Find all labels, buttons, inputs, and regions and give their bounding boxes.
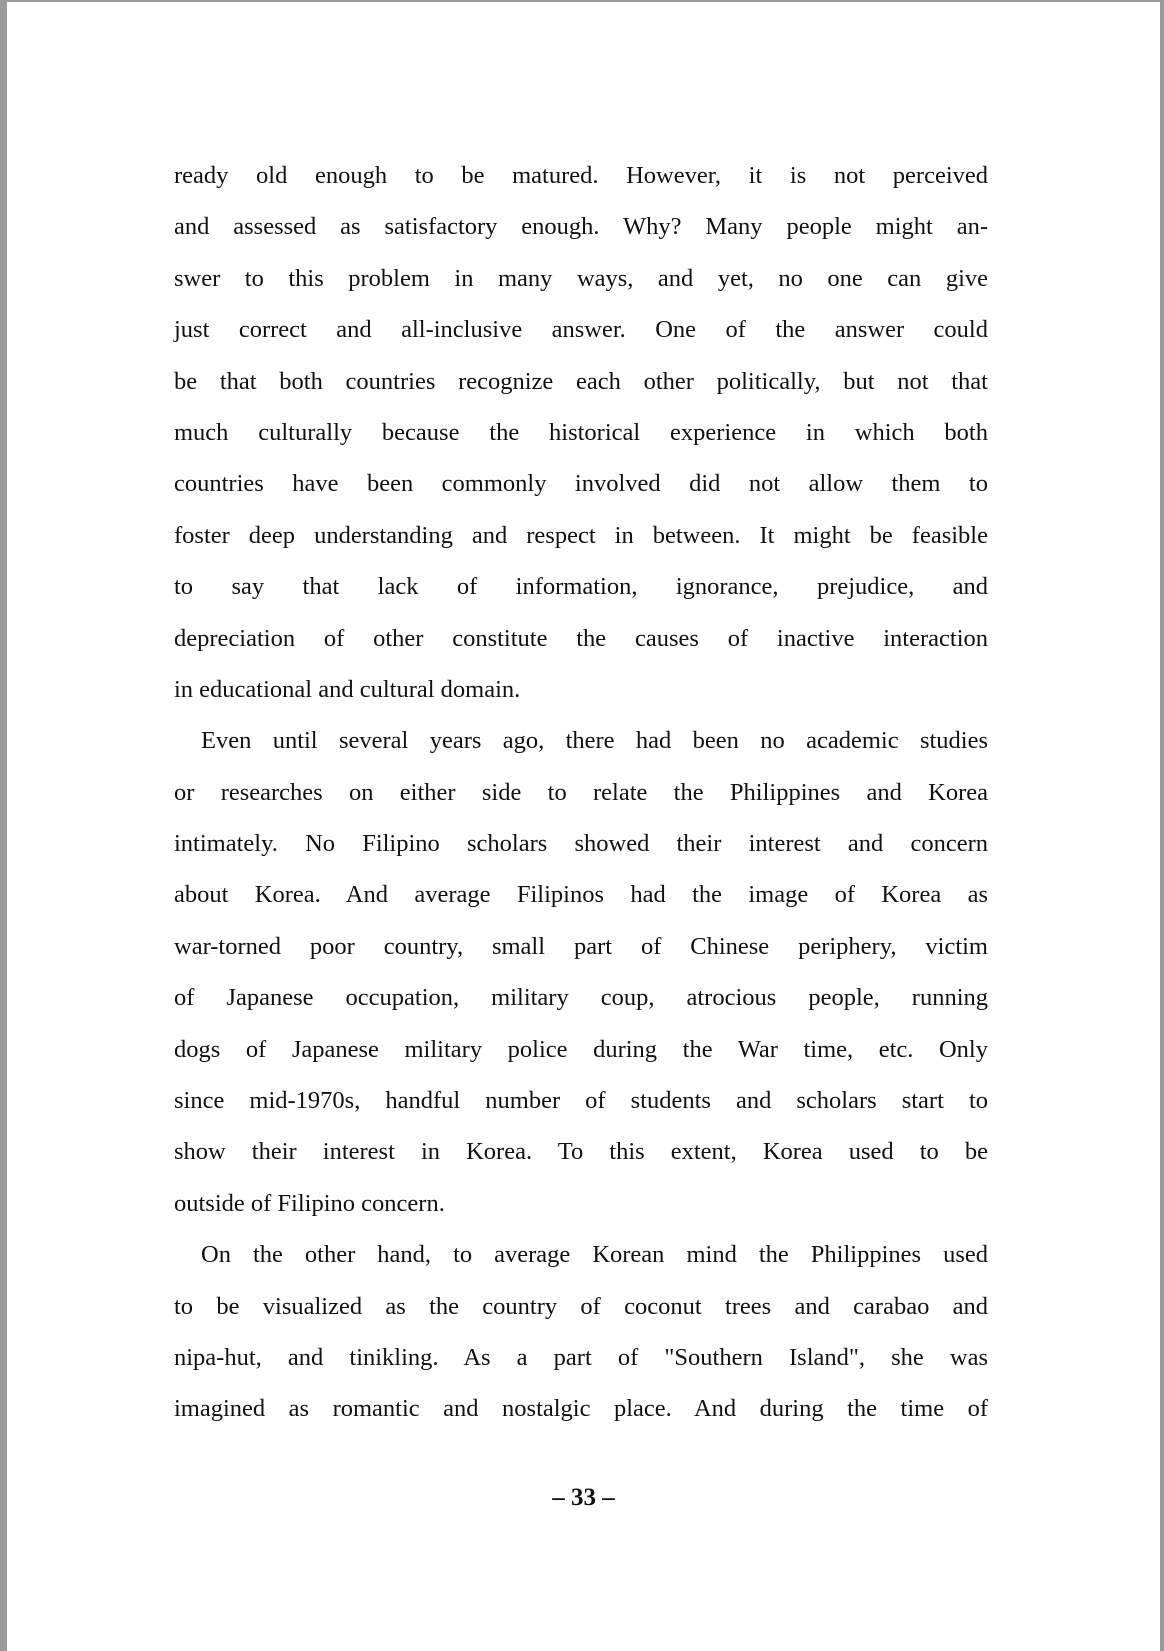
page-number: – 33 – [552, 1484, 615, 1511]
text-line: be that both countries recognize each other politically, but not that [174, 367, 988, 395]
text-line: war-torned poor country, small part of Chinese periphery, victim [174, 932, 988, 960]
text-line: swer to this problem in many ways, and yet, no one can give [174, 264, 988, 292]
text-line: Even until several years ago, there had been no academic studies [201, 727, 988, 755]
body-text [174, 150, 988, 1435]
text-line: foster deep understanding and respect in between. It might be feasible [174, 521, 988, 549]
text-line: ready old enough to be matured. However, it is not perceived [174, 162, 988, 189]
text-line: of Japanese occupation, military coup, atrocious people, running [174, 984, 988, 1012]
text-line: countries have been commonly involved did not allow them to [174, 470, 988, 498]
text-line: since mid-1970s, handful number of students and scholars start to [174, 1087, 988, 1115]
text-line: and assessed as satisfactory enough. Why? Many people might an- [174, 213, 988, 241]
text-line: imagined as romantic and nostalgic place. And during the time of [174, 1395, 988, 1423]
text-line: to be visualized as the country of coconut trees and carabao and [174, 1292, 988, 1320]
text-line: much culturally because the historical experience in which both [174, 418, 988, 446]
text-line: just correct and all-inclusive answer. One of the answer could [174, 316, 988, 344]
text-line: to say that lack of information, ignorance, prejudice, and [174, 573, 988, 601]
text-line: in educational and cultural domain. [174, 675, 521, 703]
text-line: about Korea. And average Filipinos had the image of Korea as [174, 881, 988, 909]
text-line: On the other hand, to average Korean mind the Philippines used [201, 1241, 988, 1269]
text-line: nipa-hut, and tinikling. As a part of "Southern Island", she was [174, 1343, 988, 1371]
text-line: dogs of Japanese military police during the War time, etc. Only [174, 1035, 988, 1063]
text-line: or researches on either side to relate the Philippines and Korea [174, 778, 988, 806]
text-line: depreciation of other constitute the causes of inactive interaction [174, 624, 988, 652]
text-line: show their interest in Korea. To this extent, Korea used to be [174, 1138, 988, 1166]
text-line: intimately. No Filipino scholars showed their interest and concern [174, 830, 988, 858]
text-line: outside of Filipino concern. [174, 1189, 445, 1217]
